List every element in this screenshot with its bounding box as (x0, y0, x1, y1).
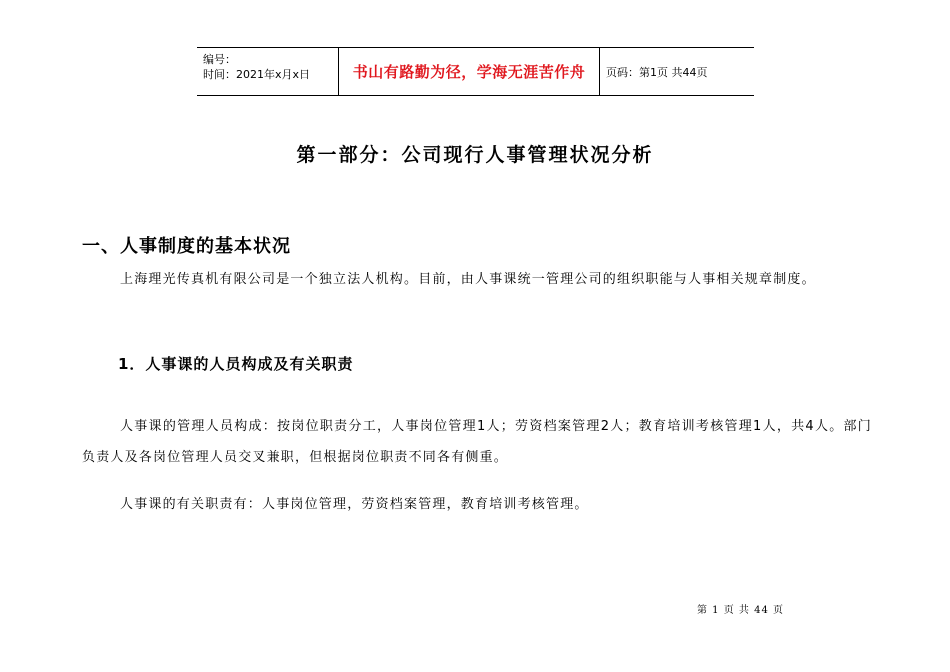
subsection-paragraph-staffing: 人事课的管理人员构成：按岗位职责分工，人事岗位管理1人；劳资档案管理2人；教育培训考核管理1人，共4人。部门负责人及各岗位管理人员交叉兼职，但根据岗位职责不同各有侧重。 (82, 419, 872, 465)
page-title: 第一部分：公司现行人事管理状况分析 (296, 144, 654, 166)
header-page-label: 页码：第1页 共44页 (606, 65, 708, 79)
document-header (197, 47, 754, 96)
section-paragraph: 上海理光传真机有限公司是一个独立法人机构。目前，由人事课统一管理公司的组织职能与人事相关规章制度。 (120, 272, 816, 287)
header-info-cell (197, 48, 339, 95)
header-time-label: 时间：2021年x月x日 (203, 68, 311, 81)
page-footer: 第 1 页 共 44 页 (697, 605, 784, 616)
subsection-heading: 1．人事课的人员构成及有关职责 (118, 355, 354, 373)
header-number-label: 编号： (203, 53, 236, 66)
subsection-paragraph-duties: 人事课的有关职责有：人事岗位管理，劳资档案管理，教育培训考核管理。 (120, 497, 589, 512)
section-heading: 一、人事制度的基本状况 (82, 236, 291, 257)
header-motto: 书山有路勤为径，学海无涯苦作舟 (339, 48, 600, 95)
